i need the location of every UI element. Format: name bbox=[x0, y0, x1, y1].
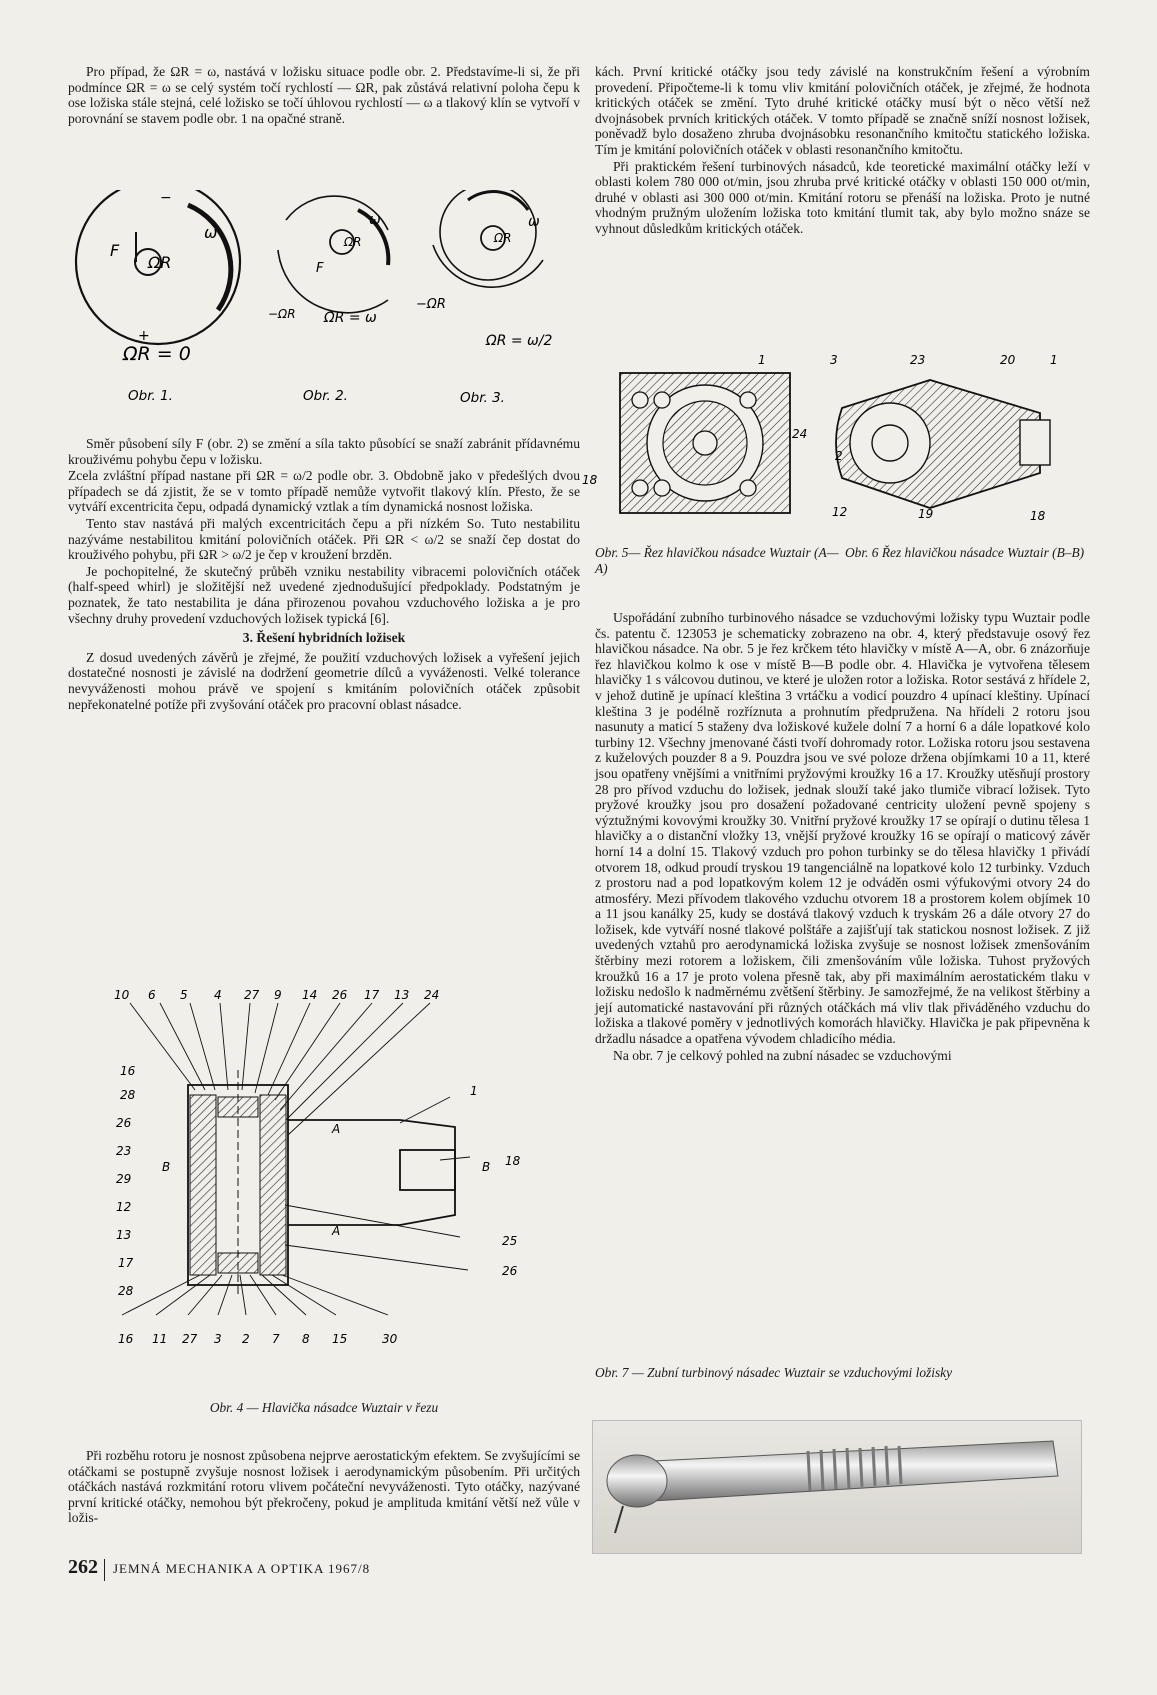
fig4-label: 11 bbox=[152, 1332, 168, 1346]
fig3-label: ΩR = ω/2 bbox=[486, 333, 553, 349]
fig1-label: ΩR = 0 bbox=[123, 343, 191, 365]
fig2-label: F bbox=[316, 261, 324, 276]
page-footer bbox=[68, 1556, 370, 1581]
fig56-label: 2 bbox=[835, 449, 843, 463]
fig4-neck bbox=[288, 1120, 455, 1225]
fig4-inlet bbox=[400, 1150, 455, 1190]
fig6-caption: Obr. 6 Řez hlavičkou násadce Wuztair (B–B) bbox=[845, 545, 1085, 560]
fig7-photo bbox=[592, 1420, 1082, 1554]
journal-name: JEMNÁ MECHANIKA A OPTIKA 1967/8 bbox=[113, 1561, 371, 1576]
fig56-label: 18 bbox=[1030, 509, 1046, 523]
section-heading: 3. Řešení hybridních ložisek bbox=[242, 630, 406, 646]
fig56-label: 3 bbox=[830, 353, 838, 367]
fig5-caption: Obr. 5— Řez hlavičkou násadce Wuztair (A—A) bbox=[595, 545, 839, 576]
fig2-label: ΩR = ω bbox=[324, 310, 377, 326]
fig4-label: 27 bbox=[182, 1332, 198, 1346]
fig4-label: 30 bbox=[382, 1332, 398, 1346]
fig4-section: B bbox=[162, 1160, 171, 1174]
fig56-label: 19 bbox=[918, 507, 934, 521]
fig4-label: 5 bbox=[180, 988, 188, 1002]
fig4-label: 16 bbox=[120, 1064, 136, 1078]
fig1-label: + bbox=[138, 328, 150, 344]
fig4-section: A bbox=[332, 1224, 341, 1238]
fig56-label: 23 bbox=[910, 353, 926, 367]
fig4-label: 13 bbox=[116, 1228, 132, 1242]
fig4-label: 27 bbox=[244, 988, 260, 1002]
fig4-label: 24 bbox=[424, 988, 440, 1002]
fig2-label: −ΩR bbox=[268, 307, 296, 321]
fig4-section: B bbox=[482, 1160, 491, 1174]
fig2-label: ω bbox=[369, 212, 381, 228]
paragraph: Při praktickém řešení turbinových násadců, kde teoretické maximální otáčky leží v oblasti kolem 780 000 ot/min, jsou zhruba prvé kritické otáčky v oblasti 150 000 ot/min, druhé v oblasti asi 300 000 ot/min. Kmitání rotoru se přenáší na ložiska. Proto je nutné vhodným pružným uložením ložiska toto kmitání tlumit tak, aby bylo možno snáze se vyhnout důsledkům kritických otáček. bbox=[595, 158, 1090, 236]
fig7-caption: Obr. 7 — Zubní turbinový násadec Wuztair se vzduchovými ložisky bbox=[595, 1365, 953, 1380]
fig1-label: ω bbox=[204, 223, 218, 242]
fig4-label: 14 bbox=[302, 988, 318, 1002]
fig3-label: ω bbox=[528, 214, 540, 230]
paragraph: Při rozběhu rotoru je nosnost způsobena nejprve aerostatickým efektem. Se zvyšujícími se otáčkami se postupně zvyšuje nosnost ložisek i aerodynamickým působením. Při určitých otáčkách nastává rozkmitání rotoru vlivem počáteční nevyváženosti. Tyto otáčky, nazývané první kritické otáčky, nemohou být překročeny, pokud je amplituda kmitání větší než vůle v ložis- bbox=[68, 1448, 580, 1526]
paragraph: Je pochopitelné, že skutečný průběh vzniku nestability vibracemi polovičních otáček (half-speed whirl) je složitější než uvedené zjednodušující předpoklady. Podstatným je poznatek, že tato nestabilita je dána přirozenou povahou vzduchového ložiska a je pro všechny druhy provedení vzduchových ložisek typická [6]. bbox=[68, 563, 580, 626]
paragraph: Pro případ, že ΩR = ω, nastává v ložisku situace podle obr. 2. Představíme-li si, že při podmínce ΩR = ω se celý systém točí rychlostí — ΩR, pak zůstává relativní poloha čepu k ose ložiska stále stejná, celé ložisko se točí úhlovou rychlostí — ω a tlakový klín se vytvoří v porovnání se stavem podle obr. 1 na opačné straně. bbox=[68, 64, 580, 126]
paragraph: Tento stav nastává při malých excentricitách čepu a při nízkém So. Tuto nestabilitu nazýváme nestabilitou kmitání polovičních otáček. Při ΩR < ω/2 se snaží čep dostat do krouživého pohybu, při ΩR > ω/2 je čep v kroužení brzděn. bbox=[68, 515, 580, 563]
paragraph: Na obr. 7 je celkový pohled na zubní násadec se vzduchovými bbox=[613, 1047, 952, 1063]
fig4-label: 28 bbox=[120, 1088, 136, 1102]
fig4-section: A bbox=[332, 1122, 341, 1136]
fig1-pressure-arc bbox=[188, 205, 231, 310]
fig56-label: 12 bbox=[832, 505, 848, 519]
fig2-label: ΩR bbox=[344, 235, 362, 249]
figure-4-drawing bbox=[110, 975, 550, 1375]
fig2-caption: Obr. 2. bbox=[303, 388, 348, 404]
fig4-label: 4 bbox=[214, 988, 222, 1002]
fig3-label: −ΩR bbox=[416, 297, 446, 312]
fig4-label: 8 bbox=[302, 1332, 310, 1346]
fig4-label: 25 bbox=[502, 1234, 518, 1248]
fig4-label: 18 bbox=[505, 1154, 521, 1168]
paragraph: Směr působení síly F (obr. 2) se změní a síla takto působící se snaží zabránit přídavnému krouživému pohybu čepu v ložisku. bbox=[68, 436, 580, 467]
fig1-label: F bbox=[110, 241, 120, 260]
fig4-label: 13 bbox=[394, 988, 410, 1002]
fig1-label: ΩR bbox=[148, 253, 172, 272]
fig4-label: 29 bbox=[116, 1172, 132, 1186]
figures-5-6 bbox=[580, 348, 1090, 538]
fig4-caption: Obr. 4 — Hlavička násadce Wuztair v řezu bbox=[209, 1400, 439, 1415]
fig4-label: 26 bbox=[332, 988, 348, 1002]
fig4-label: 12 bbox=[116, 1200, 132, 1214]
fig4-label: 7 bbox=[272, 1332, 280, 1346]
fig2-arc-bottom bbox=[278, 250, 388, 313]
fig4-label: 26 bbox=[502, 1264, 518, 1278]
fig4-label: 16 bbox=[118, 1332, 134, 1346]
fig4-label: 17 bbox=[364, 988, 380, 1002]
left-column-middle bbox=[68, 436, 580, 713]
figures-1-3 bbox=[68, 190, 568, 410]
fig3-arc bbox=[433, 245, 543, 287]
fig56-label: 18 bbox=[582, 473, 598, 487]
fig4-label: 28 bbox=[118, 1284, 134, 1298]
fig56-label: 24 bbox=[792, 427, 808, 441]
left-column-bottom bbox=[68, 1448, 580, 1527]
fig4-label: 17 bbox=[118, 1256, 134, 1270]
paragraph: Zcela zvláštní případ nastane při ΩR = ω/2 podle obr. 3. Obdobně jako v předešlých dvou případech se dá zjistit, že se v tomto případě nemůže vytvořit tlakový klín. Přesto, že se vytváří excentricita čepu, odpadá dynamický vztlak a tím dynamická nosnost ložiska. bbox=[68, 468, 580, 515]
fig4-label: 10 bbox=[114, 988, 130, 1002]
paragraph: Uspořádání zubního turbinového násadce se vzduchovými ložisky typu Wuztair podle čs. patentu č. 123053 je schematicky zobrazeno na obr. 4, který představuje osový řez hlavičkou násadce. Na obr. 5 je řez krčkem této hlavičky v místě A—A, obr. 6 znázorňuje řez hlavičkou kolmo k ose v místě B—B podle obr. 4. Hlavička je vytvořena tělesem hlavičky 1 s válcovou dutinou, ve které je uložen rotor a ložiska. Rotor sestává z hřídele 2, v jehož dutině je upínací kleština 3 vrtáčku a vodicí pouzdro 4 upínací kleštiny. Upínací kleština 3 je podélně rozříznuta a prohnutím předpružena. Na hřídeli 2 rotoru jsou nasunuty a maticí 5 staženy dva ložiskové kužele dolní 7 a horní 6 a dále lopatkové kolo turbiny 12. Všechny jmenované části tvoří dohromady rotor. Ložiska rotoru jsou sestavena z kuželových pouzder 8 a 9. Pouzdra jsou ve své poloze držena objímkami 10 a 11, které jsou opatřeny vnějšími a vnitřními pryžovými kroužky 16 a 17. Kroužky utěsňují prostory 28 pro přívod vzduchu do ložisek, jednak slouží také jako tlumiče vibrací ložisek. Tyto pryžové kroužky jsou pro dosažení požadované centricity uložení pevně spojeny s výztužnými kovovými kroužky 30. Vnitřní pryžové kroužky 17 se opírají o dutinu tělesa 1 hlavičky a o distanční vložky 13, vnější pryžové kroužky 16 se opírají o maticový závěr horní 14 a dolní 15. Tlakový vzduch pro pohon turbinky se do tělesa hlavičky 1 přivádí otvorem 18, odkud proudí tryskou 19 tangenciálně na lopatkové kolo 12 turbinky. Vzduch z prostoru nad a pod lopatkovým kolem 12 je odváděn osmi výfukovými otvory 24 do atmosféry. Mezi přívodem tlakového vzduchu otvorem 18 a prostorem kolem objímek 10 a 11 jsou kanálky 25, kudy se dostává tlakový vzduch k tryskám 26 a dále otvory 27 do ložisek, kde vytváří nosné tlakové polštáře a zajišťují tak statickou nosnost ložisek. Z již uvedených vztahů pro aerodynamická ložiska zvyšuje se nosnost ložisek zmenšováním štěrbiny mezi rotorem a ložiskem, čili zmenšováním vůle ložiska. Tuhost pryžových kroužků 16 a 17 je proto volena přesně tak, aby při maximálním aerostatickém tlaku v ložisku nedošlo k nadměrnému zvětšení štěrbiny. Je samozřejmé, že na velikost štěrbiny a její automatické nastavování při různých otáčkách má vliv tlak přiváděného vzduchu do ložiska a tlakové poměry v jednotlivých komorách hlavičky. Hlavička je pak připevněna k držadlu násadce a opatřena vývodem chladicího média. bbox=[595, 610, 1090, 1047]
fig4-label: 2 bbox=[242, 1332, 250, 1346]
fig3-caption: Obr. 3. bbox=[460, 390, 505, 406]
fig4-label: 23 bbox=[116, 1144, 132, 1158]
fig4-label: 9 bbox=[274, 988, 282, 1002]
fig4-label: 6 bbox=[148, 988, 156, 1002]
fig1-caption: Obr. 1. bbox=[128, 388, 173, 404]
right-column bbox=[595, 64, 1090, 238]
fig3-label: ΩR bbox=[494, 231, 512, 245]
fig56-label: 1 bbox=[1050, 353, 1058, 367]
fig4-label: 1 bbox=[470, 1084, 478, 1098]
paragraph: kách. První kritické otáčky jsou tedy závislé na konstrukčním řešení a výrobním provedení. Připočteme-li k tomu vliv kmitání polovičních otáček, je zřejmé, že hodnota kritických otáček se změní. Tyto druhé kritické otáčky musí být o něco větší než dvojnásobek prvních kritických otáček. V tomto případě se značně sníží nosnost ložisek, poněvadž bylo dosaženo zhruba dvojnásobku resonančního kmitočtu statického ložiska. Tím je kmitání polovičních otáček v oblasti resonančního kmitočtu. bbox=[595, 64, 1090, 157]
fig56-label: 20 bbox=[1000, 353, 1016, 367]
page-number: 262 bbox=[68, 1556, 98, 1578]
fig4-label: 3 bbox=[214, 1332, 222, 1346]
fig56-label: 1 bbox=[758, 353, 766, 367]
right-column-middle bbox=[595, 610, 1090, 1064]
handpiece-image bbox=[593, 1421, 1081, 1553]
fig4-label: 26 bbox=[116, 1116, 132, 1130]
fig4-label: 15 bbox=[332, 1332, 348, 1346]
paragraph: Z dosud uvedených závěrů je zřejmé, že použití vzduchových ložisek a vyřešení jejich dostatečné nosnosti je závislé na dodržení geometrie dílců a vyváženosti. Velké tolerance nevyváženosti mohou právě ve spojení s kmitáním polovičních otáček způsobit nepřekonatelné potíže při zvyšování otáček pro pracovní oblast násadce. bbox=[68, 649, 580, 712]
fig1-label: − bbox=[160, 190, 172, 206]
left-column bbox=[68, 64, 580, 127]
